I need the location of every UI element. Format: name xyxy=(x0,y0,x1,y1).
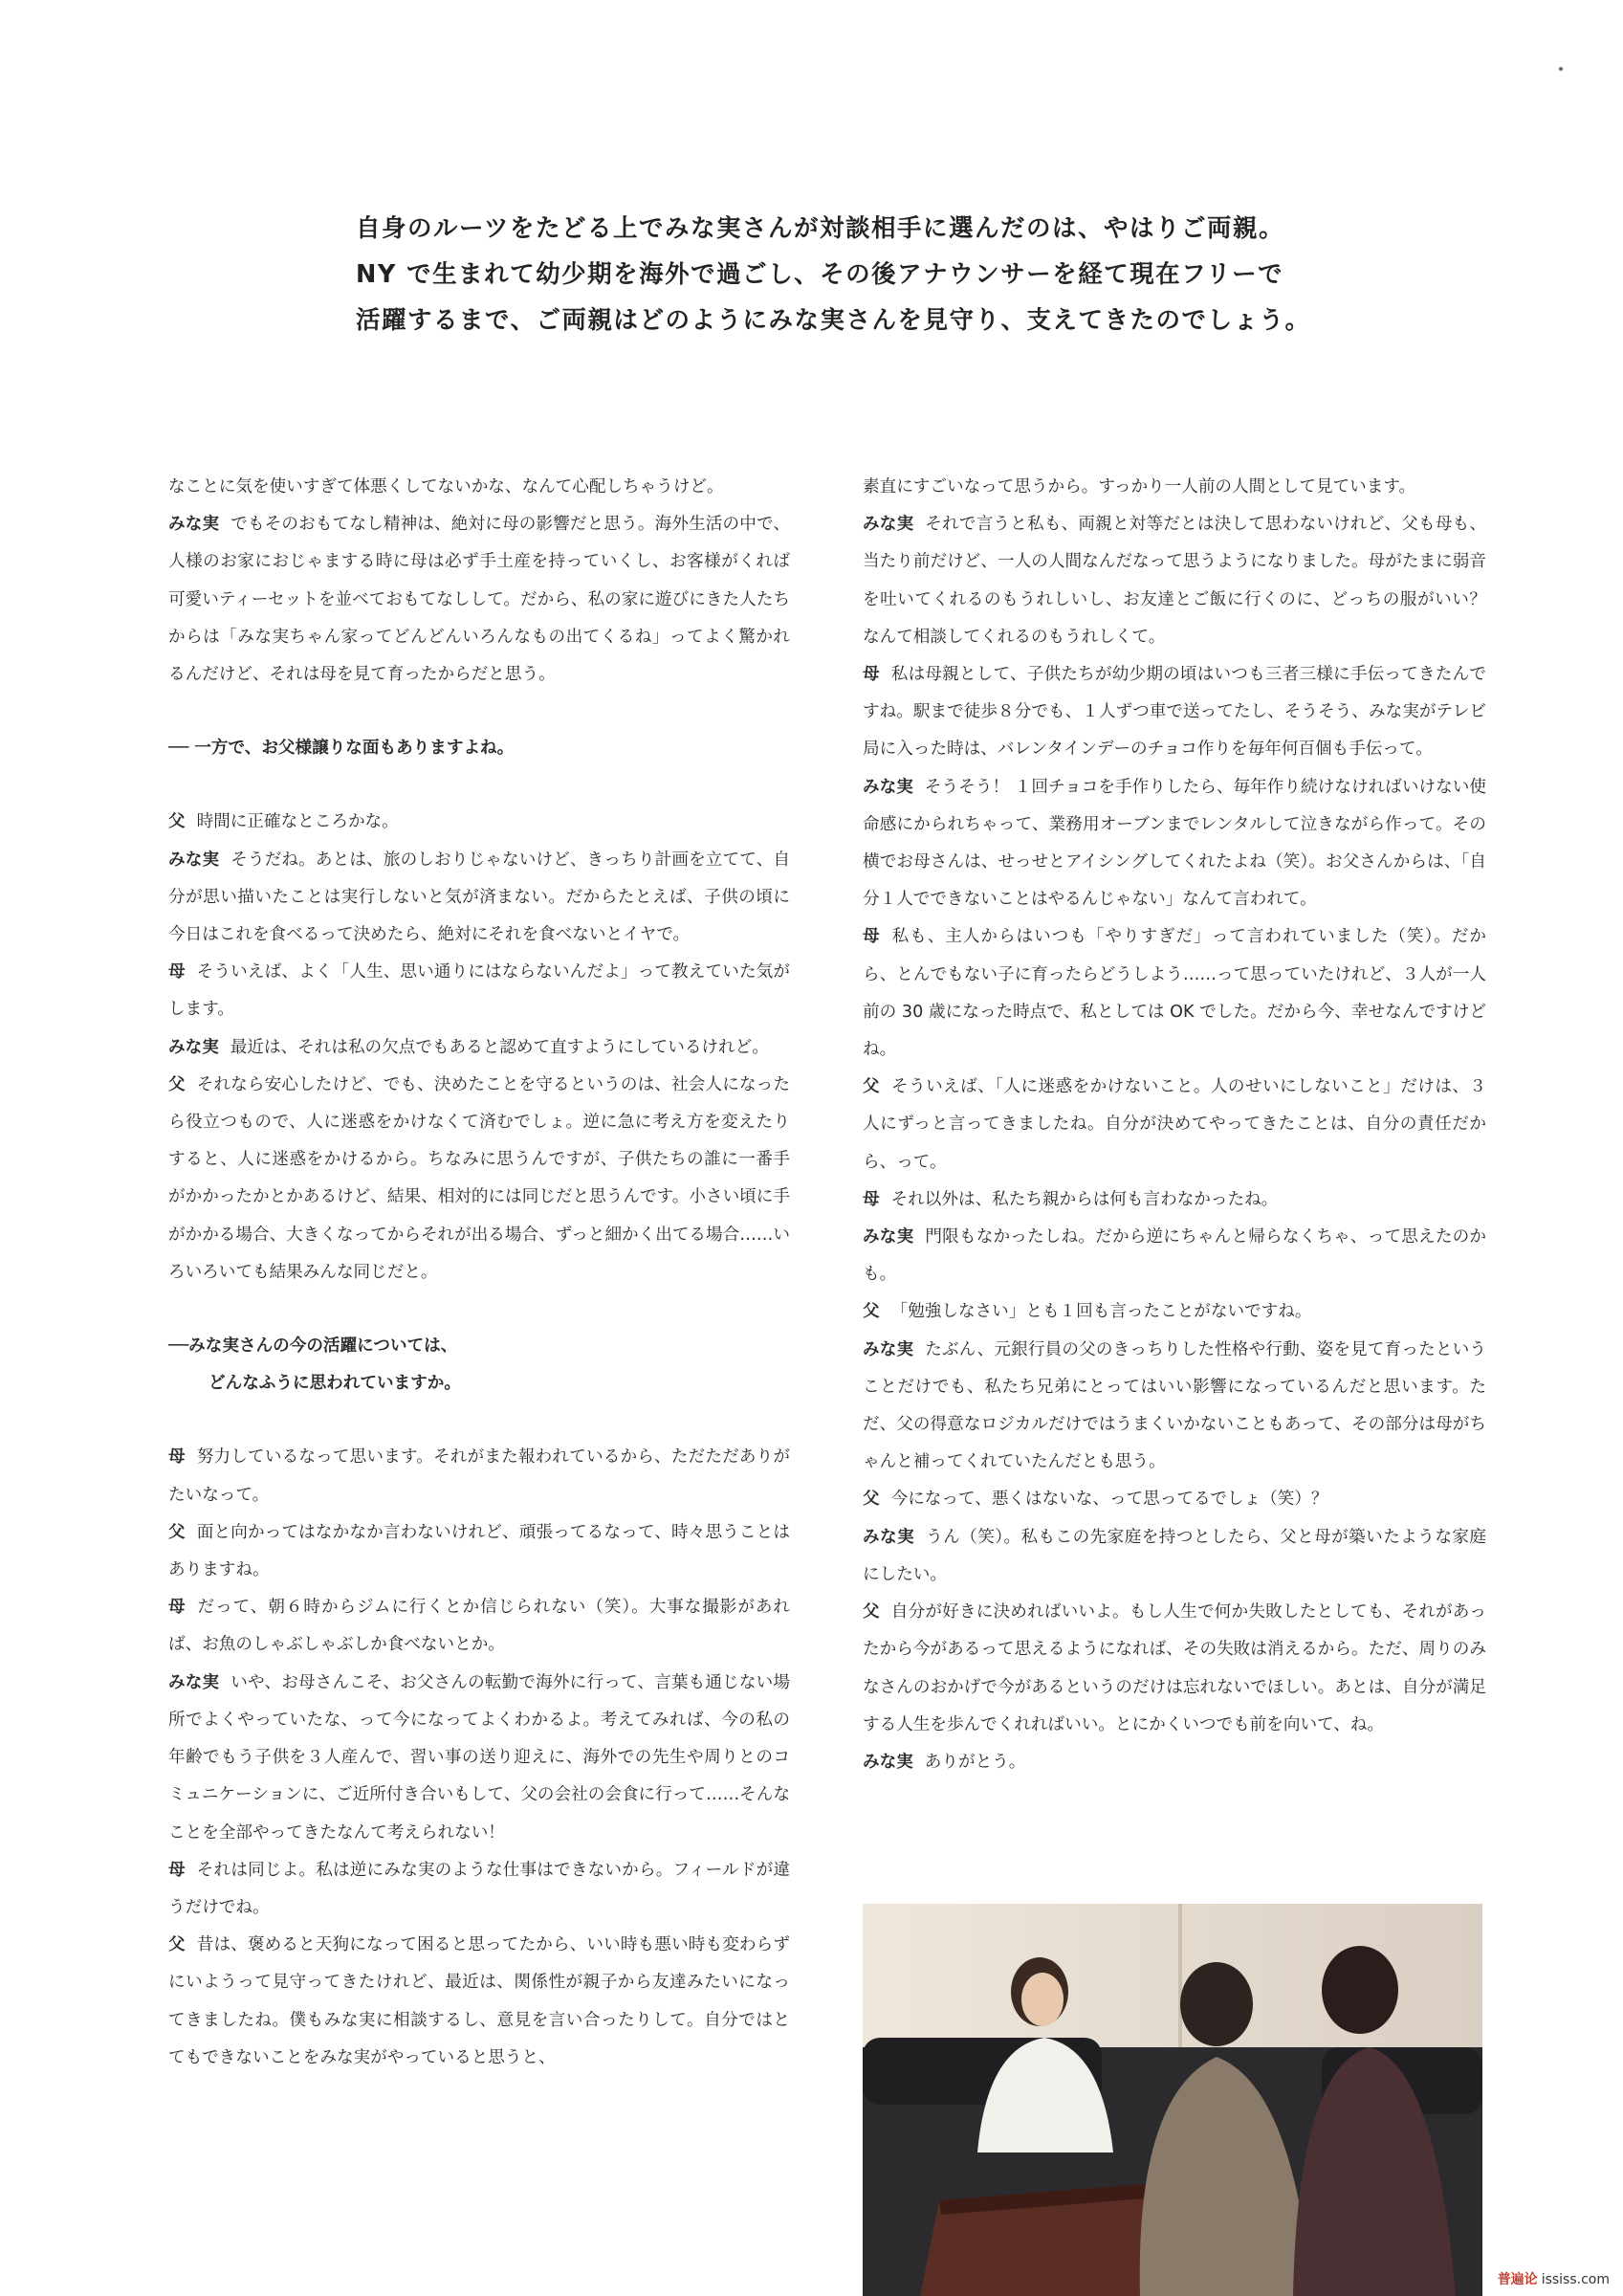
dialogue-text: だって、朝６時からジムに行くとか信じられない（笑）。大事な撮影があれば、お魚のしゃぶしゃぶしか食べないとか。 xyxy=(168,1598,790,1655)
dialogue-text: 昔は、褒めると天狗になって困ると思ってたから、いい時も悪い時も変わらずにいようって見守ってきたけれど、最近は、関係性が親子から友達みたいになってきましたね。僕もみな実に相談するし、意見を言い合ったりして。自分ではとてもできないことをみな実がやっていると思うと、 xyxy=(168,1935,790,2067)
speaker-name: 父 xyxy=(863,1602,880,1623)
dialogue-text: でもそのおもてなし精神は、絶対に母の影響だと思う。海外生活の中で、人様のお家におじゃまする時に母は必ず手土産を持っていくし、お客様がくれば可愛いティーセットを並べておもてなしして。だから、私の家に遊びにきた人たちからは「みな実ちゃん家ってどんどんいろんなもの出てくるね」ってよく驚かれるんだけど、それは母を見て育ったからだと思う。 xyxy=(168,515,790,685)
dialogue-paragraph xyxy=(863,1069,1486,1181)
dialogue-paragraph xyxy=(168,1029,790,1067)
dialogue-paragraph xyxy=(863,1332,1486,1482)
dialogue-paragraph xyxy=(863,1594,1486,1744)
speaker-name: 母 xyxy=(168,1447,186,1468)
dialogue-text: 自分が好きに決めればいいよ。もし人生で何か失敗したとしても、それがあったから今があるって思えるようになれば、その失敗は消えるから。ただ、周りのみなさんのおかげで今があるというのだけは忘れないでほしい。あとは、自分が満足する人生を歩んでくれればいい。とにかくいつでも前を向いて、ね。 xyxy=(863,1602,1486,1734)
page-mark xyxy=(1559,67,1563,71)
dialogue-text: 素直にすごいなって思うから。すっかり一人前の人間として見ています。 xyxy=(863,477,1416,497)
speaker-name: 父 xyxy=(168,1522,186,1542)
interview-photo xyxy=(863,1904,1482,2296)
lead-paragraph xyxy=(356,206,1312,343)
dialogue-paragraph xyxy=(168,1589,790,1664)
speaker-name: 母 xyxy=(168,1860,186,1880)
dialogue-text: それなら安心したけど、でも、決めたことを守るというのは、社会人になったら役立つもので、人に迷惑をかけなくて済むでしょ。逆に急に考え方を変えたりすると、人に迷惑をかけるから。ちなみに思うんですが、子供たちの誰に一番手がかかったかとかあるけど、結果、相対的には同じだと思うんです。小さい頃に手がかかる場合、大きくなってからそれが出る場合、ずっと細かく出てる場合……いろいろいても結果みんな同じだと。 xyxy=(168,1074,790,1282)
dialogue-text: そうそう！ １回チョコを手作りしたら、毎年作り続けなければいけない使命感にかられちゃって、業務用オーブンまでレンタルして泣きながら作って。その横でお母さんは、せっせとアイシングしてくれたよね（笑）。お父さんからは、「自分１人でできないことはやるんじゃない」なんて言われて。 xyxy=(863,777,1486,910)
speaker-name: みな実 xyxy=(863,777,913,797)
dialogue-text: なことに気を使いすぎて体悪くしてないかな、なんて心配しちゃうけど。 xyxy=(168,477,724,497)
dialogue-text: 「勉強しなさい」とも１回も言ったことがないですね。 xyxy=(890,1302,1312,1322)
dialogue-text: たぶん、元銀行員の父のきっちりした性格や行動、姿を見て育ったということだけでも、私たち兄弟にとってはいい影響になっているんだと思います。ただ、父の得意なロジカルだけではうまくいかないこともあって、その部分は母がちゃんと補ってくれていたんだとも思う。 xyxy=(863,1339,1486,1472)
dialogue-paragraph xyxy=(863,1744,1486,1781)
interview-question xyxy=(168,730,790,767)
dialogue-text: それは同じよ。私は逆にみな実のような仕事はできないから。フィールドが違うだけでね。 xyxy=(168,1860,790,1917)
question-text: ── 一方で、お父様譲りな面もありますよね。 xyxy=(168,739,515,759)
dialogue-paragraph xyxy=(168,1439,790,1513)
dialogue-text: 今になって、悪くはないな、って思ってるでしょ（笑）？ xyxy=(890,1490,1328,1510)
dialogue-text: 私は母親として、子供たちが幼少期の頃はいつも三者三様に手伝ってきたんですね。駅まで徒歩８分でも、１人ずつ車で送ってたし、そうそう、みな実がテレビ局に入った時は、バレンタインデーのチョコ作りを毎年何百個も手伝って。 xyxy=(863,665,1486,760)
speaker-name: 父 xyxy=(863,1490,880,1510)
speaker-name: 父 xyxy=(863,1077,881,1097)
dialogue-text: 門限もなかったしね。だから逆にちゃんと帰らなくちゃ、って思えたのかも。 xyxy=(863,1227,1486,1285)
dialogue-paragraph xyxy=(863,656,1486,769)
dialogue-paragraph xyxy=(863,918,1486,1069)
dialogue-paragraph xyxy=(168,842,790,955)
dialogue-text: それ以外は、私たち親からは何も言わなかったね。 xyxy=(890,1189,1279,1209)
left-column xyxy=(168,469,790,2077)
question-text: ──みな実さんの今の活躍については、 xyxy=(168,1336,458,1357)
dialogue-paragraph xyxy=(168,1852,790,1927)
speaker-name: 母 xyxy=(863,665,880,685)
dialogue-paragraph xyxy=(168,506,790,694)
dialogue-text: 面と向かってはなかなか言わないけれど、頑張ってるなって、時々思うことはありますね。 xyxy=(168,1522,790,1580)
speaker-name: 父 xyxy=(168,1935,186,1955)
speaker-name: みな実 xyxy=(863,515,914,535)
dialogue-text: うん（笑）。私もこの先家庭を持つとしたら、父と母が築いたような家庭にしたい。 xyxy=(863,1527,1486,1584)
speaker-name: 父 xyxy=(168,1074,186,1094)
speaker-name: みな実 xyxy=(168,1037,219,1057)
speaker-name: 父 xyxy=(863,1302,880,1322)
watermark-text: 普遍论 xyxy=(1497,2272,1538,2287)
speaker-name: 母 xyxy=(863,1189,880,1209)
lead-line: 活躍するまで、ご両親はどのようにみな実さんを見守り、支えてきたのでしょう。 xyxy=(356,306,1311,335)
dialogue-paragraph xyxy=(863,506,1486,656)
speaker-name: みな実 xyxy=(863,1339,914,1359)
speaker-name: 母 xyxy=(863,927,881,947)
speaker-name: みな実 xyxy=(168,850,220,870)
dialogue-text: 努力しているなって思います。それがまた報われているから、ただただありがたいなって。 xyxy=(168,1447,790,1505)
dialogue-paragraph xyxy=(863,769,1486,919)
dialogue-paragraph xyxy=(168,1514,790,1589)
watermark xyxy=(1498,2269,1610,2288)
dialogue-paragraph xyxy=(168,1927,790,2077)
speaker-name: みな実 xyxy=(168,1672,220,1692)
interview-question xyxy=(168,1328,790,1402)
speaker-name: みな実 xyxy=(863,1752,913,1772)
dialogue-paragraph xyxy=(168,1067,790,1292)
dialogue-text: いや、お母さんこそ、お父さんの転勤で海外に行って、言葉も通じない場所でよくやっていたな、って今になってよくわかるよ。考えてみれば、今の私の年齢でもう子供を３人産んで、習い事の送り迎えに、海外での先生や周りとのコミュニケーションに、ご近所付き合いもして、父の会社の会食に行って……そんなことを全部やってきたなんて考えられない！ xyxy=(168,1672,790,1843)
right-column xyxy=(863,469,1486,1781)
dialogue-text: そういえば、よく「人生、思い通りにはならないんだよ」って教えていた気がします。 xyxy=(168,962,790,1020)
dialogue-text: そういえば、「人に迷惑をかけないこと。人のせいにしないこと」だけは、３人にずっと言ってきましたね。自分が決めてやってきたことは、自分の責任だから、って。 xyxy=(863,1077,1486,1172)
dialogue-paragraph xyxy=(168,804,790,841)
speaker-name: 母 xyxy=(168,1598,186,1618)
watermark-url: ississ.com xyxy=(1541,2272,1610,2287)
dialogue-paragraph xyxy=(168,1665,790,1852)
dialogue-text: 最近は、それは私の欠点でもあると認めて直すようにしているけれど。 xyxy=(230,1037,769,1057)
dialogue-paragraph xyxy=(863,1519,1486,1594)
speaker-name: 母 xyxy=(168,962,186,982)
lead-line: NY で生まれて幼少期を海外で過ごし、その後アナウンサーを経て現在フリーで xyxy=(356,260,1284,289)
dialogue-paragraph xyxy=(168,469,790,506)
dialogue-paragraph xyxy=(863,1481,1486,1518)
dialogue-paragraph xyxy=(863,1219,1486,1293)
speaker-name: みな実 xyxy=(863,1527,915,1547)
dialogue-text: それで言うと私も、両親と対等だとは決して思わないけれど、父も母も、当たり前だけど、一人の人間なんだなって思うようになりました。母がたまに弱音を吐いてくれるのもうれしいし、お友達とご飯に行くのに、どっちの服がいい？ なんて相談してくれるのもうれしくて。 xyxy=(863,515,1486,647)
speaker-name: 父 xyxy=(168,812,186,832)
speaker-name: みな実 xyxy=(168,515,220,535)
dialogue-paragraph xyxy=(168,954,790,1028)
dialogue-text: そうだね。あとは、旅のしおりじゃないけど、きっちり計画を立てて、自分が思い描いたことは実行しないと気が済まない。だからたとえば、子供の頃に今日はこれを食べるって決めたら、絶対にそれを食べないとイヤで。 xyxy=(168,850,790,945)
speaker-name: みな実 xyxy=(863,1227,914,1247)
lead-line: 自身のルーツをたどる上でみな実さんが対談相手に選んだのは、やはりご両親。 xyxy=(356,214,1284,243)
dialogue-text: 私も、主人からはいつも「やりすぎだ」って言われていました（笑）。だから、とんでもない子に育ったらどうしよう……って思っていたけれど、３人が一人前の 30 歳になった時点で、私としては OK でした。だから今、幸せなんですけどね。 xyxy=(863,927,1486,1060)
dialogue-paragraph xyxy=(863,1181,1486,1219)
dialogue-text: ありがとう。 xyxy=(924,1752,1026,1772)
dialogue-paragraph xyxy=(863,469,1486,506)
question-text-line2: どんなふうに思われていますか。 xyxy=(208,1374,461,1394)
dialogue-text: 時間に正確なところかな。 xyxy=(196,812,399,832)
dialogue-paragraph xyxy=(863,1293,1486,1331)
